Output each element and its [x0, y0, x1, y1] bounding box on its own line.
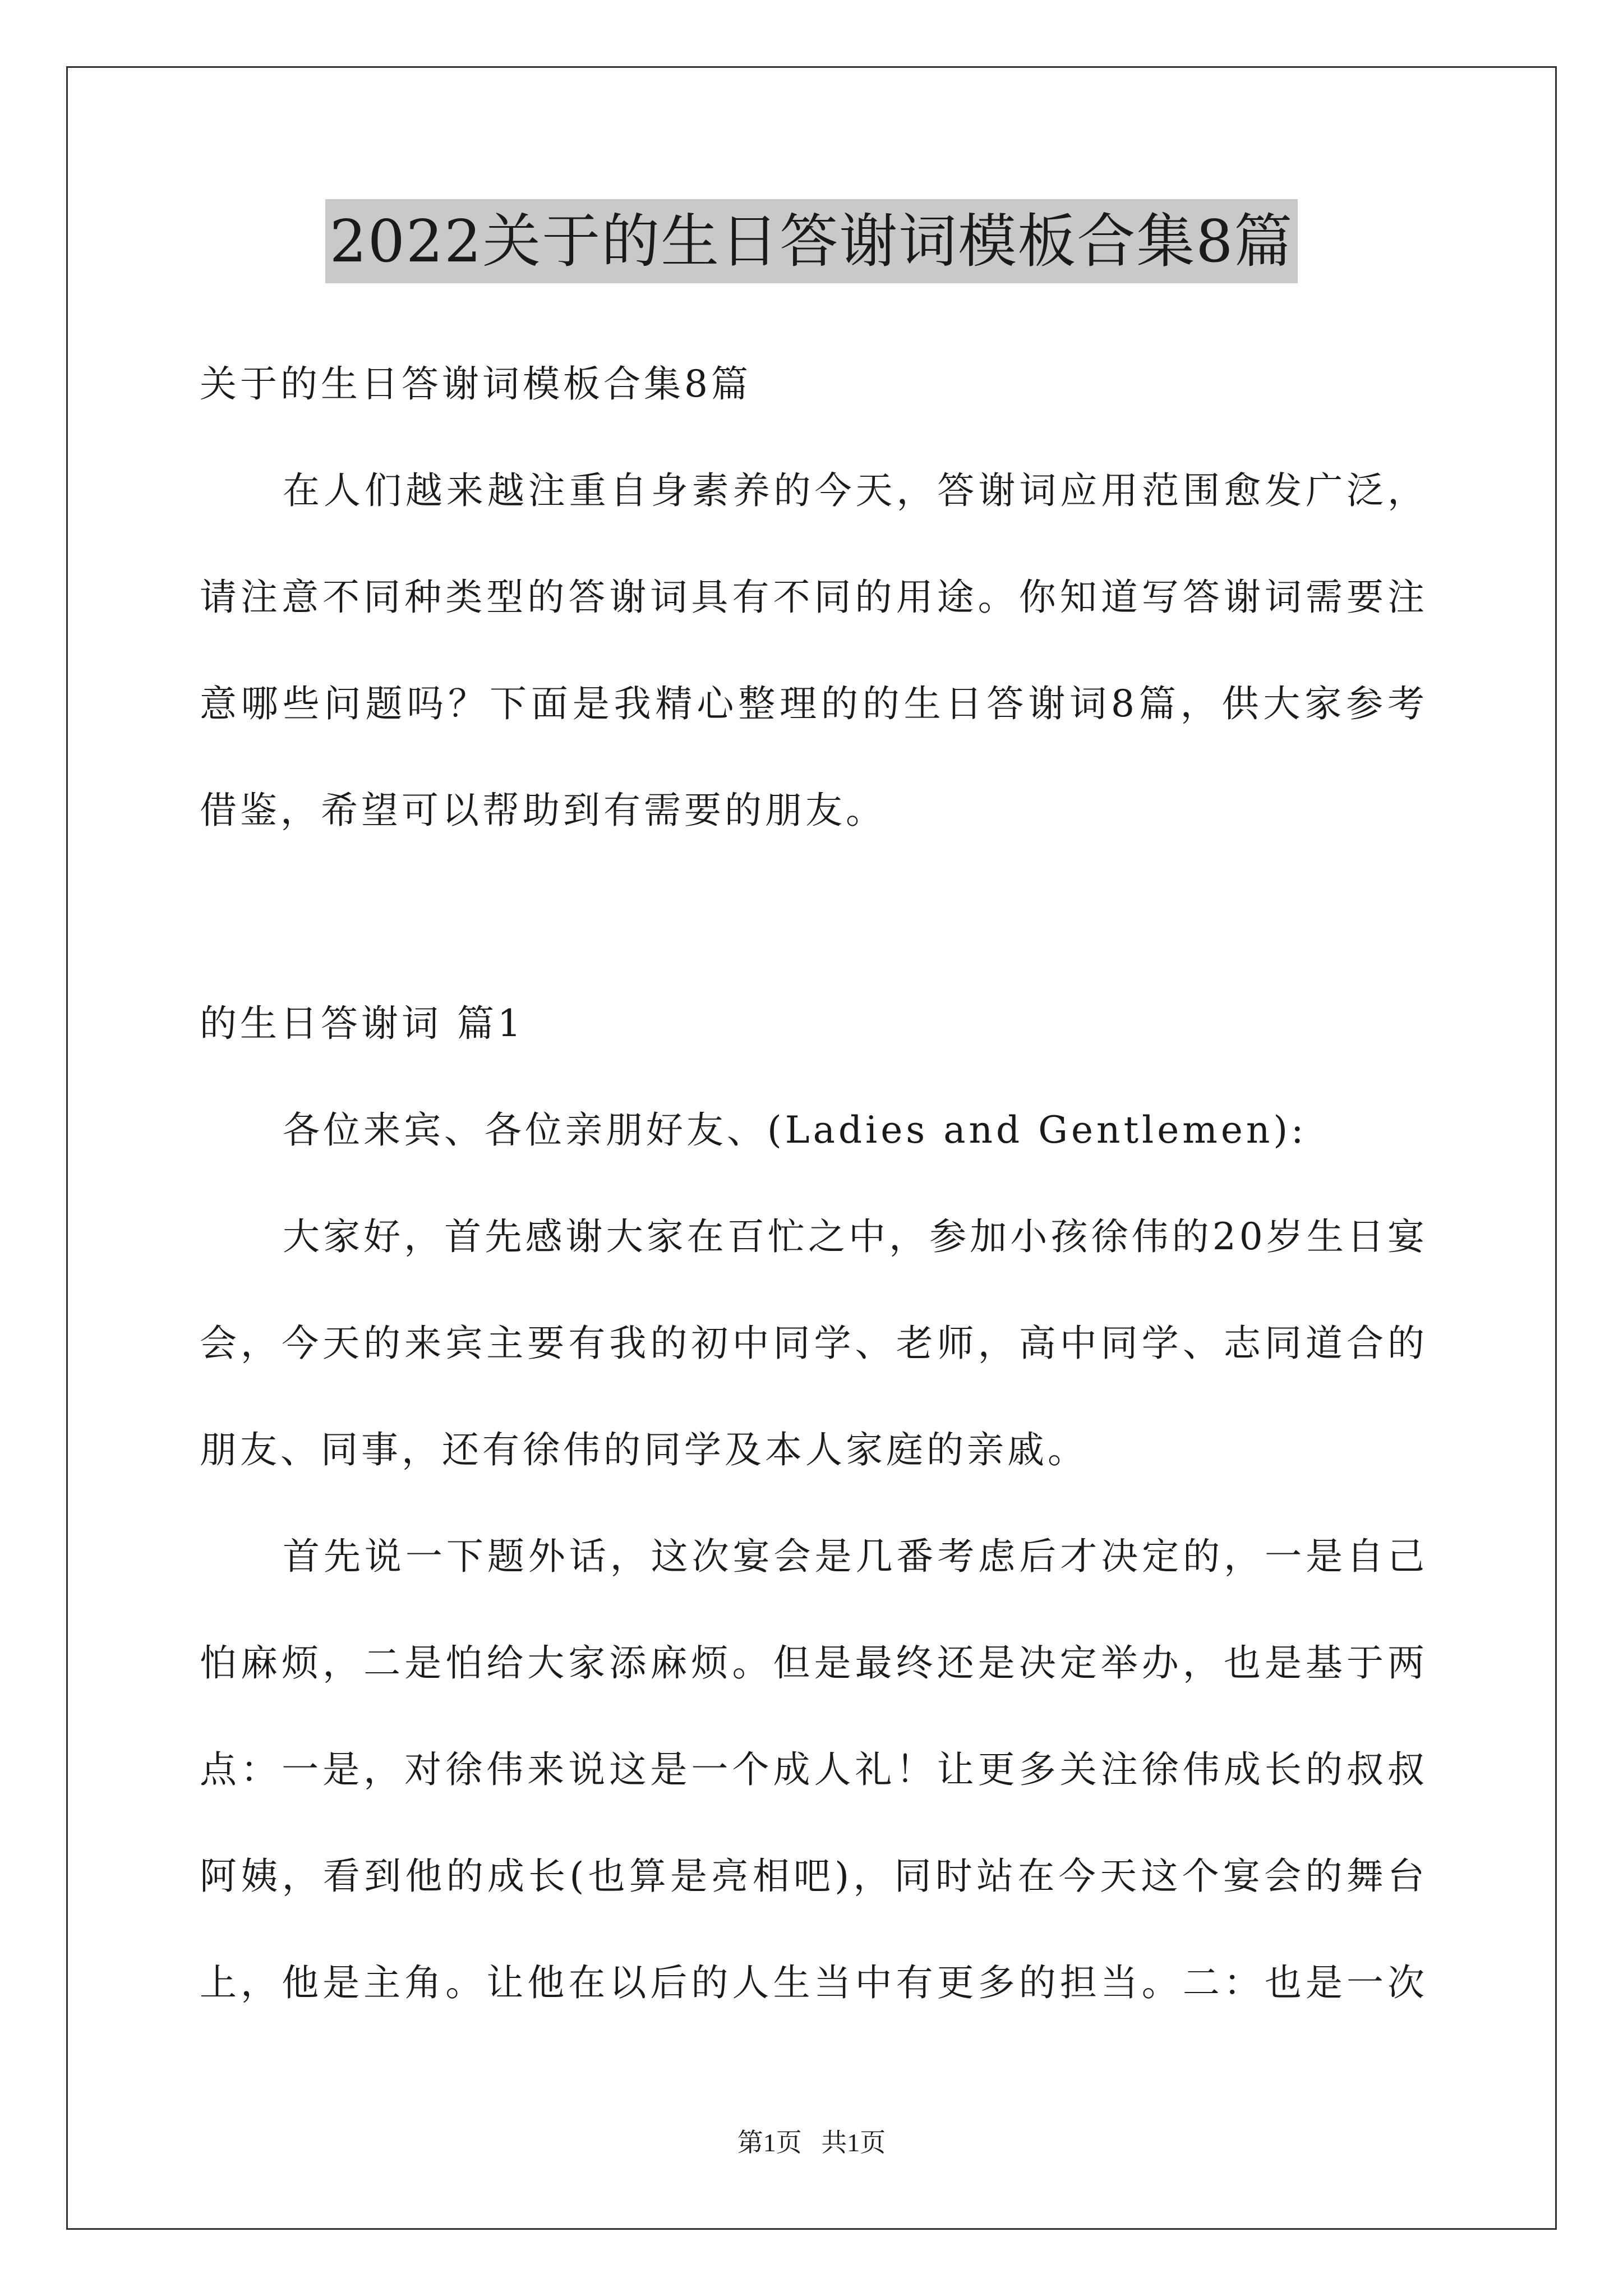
document-title: 2022关于的生日答谢词模板合集8篇 — [325, 199, 1298, 283]
paragraph-line: 会，今天的来宾主要有我的初中同学、老师，高中同学、志同道合的 — [200, 1322, 1428, 1365]
page-number-footer: 第1页 共1页 — [737, 2128, 886, 2157]
paragraph-line: 怕麻烦，二是怕给大家添麻烦。但是最终还是决定举办，也是基于两 — [200, 1641, 1428, 1685]
intro-line: 在人们越来越注重自身素养的今天，答谢词应用范围愈发广泛， — [283, 469, 1428, 512]
greeting-line: 各位来宾、各位亲朋好友、(Ladies and Gentlemen): — [283, 1108, 1307, 1152]
paragraph-line: 大家好，首先感谢大家在百忙之中，参加小孩徐伟的20岁生日宴 — [283, 1215, 1428, 1258]
intro-line: 借鉴，希望可以帮助到有需要的朋友。 — [200, 789, 886, 832]
intro-line: 请注意不同种类型的答谢词具有不同的用途。你知道写答谢词需要注 — [200, 576, 1428, 619]
section-heading: 的生日答谢词 篇1 — [200, 1002, 524, 1045]
paragraph-line: 点：一是，对徐伟来说这是一个成人礼！让更多关注徐伟成长的叔叔 — [200, 1748, 1428, 1791]
paragraph-line: 朋友、同事，还有徐伟的同学及本人家庭的亲戚。 — [200, 1428, 1088, 1471]
intro-line: 意哪些问题吗？下面是我精心整理的的生日答谢词8篇，供大家参考 — [200, 682, 1428, 725]
title-container — [0, 199, 1623, 283]
paragraph-line: 首先说一下题外话，这次宴会是几番考虑后才决定的，一是自己 — [283, 1535, 1428, 1578]
paragraph-line: 上，他是主角。让他在以后的人生当中有更多的担当。二：也是一次 — [200, 1961, 1428, 2004]
document-body — [200, 345, 1428, 2050]
paragraph-line: 阿姨，看到他的成长(也算是亮相吧)，同时站在今天这个宴会的舞台 — [200, 1855, 1428, 1898]
document-subtitle: 关于的生日答谢词模板合集8篇 — [200, 362, 751, 406]
paragraph-gap — [200, 878, 1428, 984]
